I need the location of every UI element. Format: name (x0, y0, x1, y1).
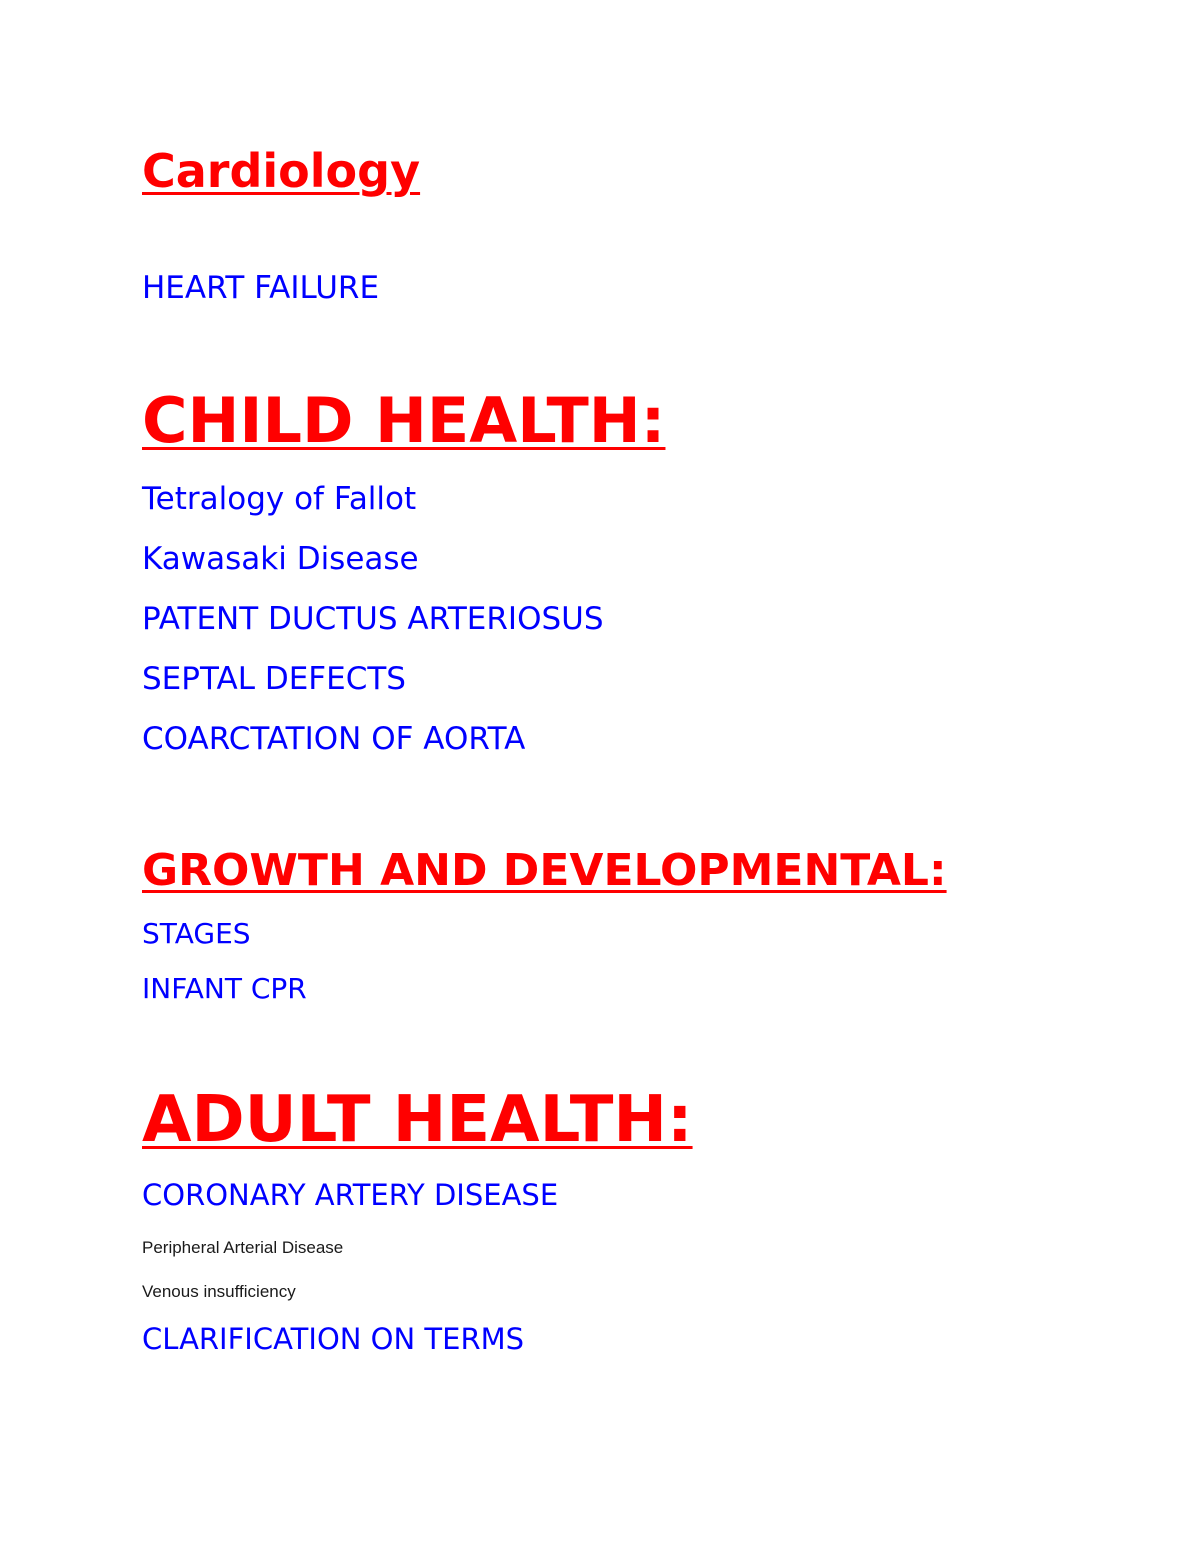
heading-adult-health: ADULT HEALTH: (142, 1083, 693, 1157)
topic-clarification-on-terms: CLARIFICATION ON TERMS (142, 1322, 525, 1356)
topic-kawasaki-disease: Kawasaki Disease (142, 541, 419, 577)
topic-heart-failure: HEART FAILURE (142, 270, 380, 306)
heading-growth-and-developmental: GROWTH AND DEVELOPMENTAL: (142, 845, 947, 896)
heading-cardiology: Cardiology (142, 144, 421, 198)
heading-child-health: CHILD HEALTH: (142, 384, 666, 457)
topic-infant-cpr: INFANT CPR (142, 972, 307, 1005)
topic-coronary-artery-disease: CORONARY ARTERY DISEASE (142, 1178, 559, 1212)
topic-patent-ductus-arteriosus: PATENT DUCTUS ARTERIOSUS (142, 601, 604, 637)
topic-coarctation-of-aorta: COARCTATION OF AORTA (142, 721, 526, 757)
topic-peripheral-arterial-disease: Peripheral Arterial Disease (142, 1238, 344, 1257)
topic-venous-insufficiency: Venous insufficiency (142, 1282, 296, 1301)
topic-septal-defects: SEPTAL DEFECTS (142, 661, 406, 697)
topic-tetralogy-of-fallot: Tetralogy of Fallot (142, 481, 417, 517)
topic-stages: STAGES (142, 917, 251, 950)
